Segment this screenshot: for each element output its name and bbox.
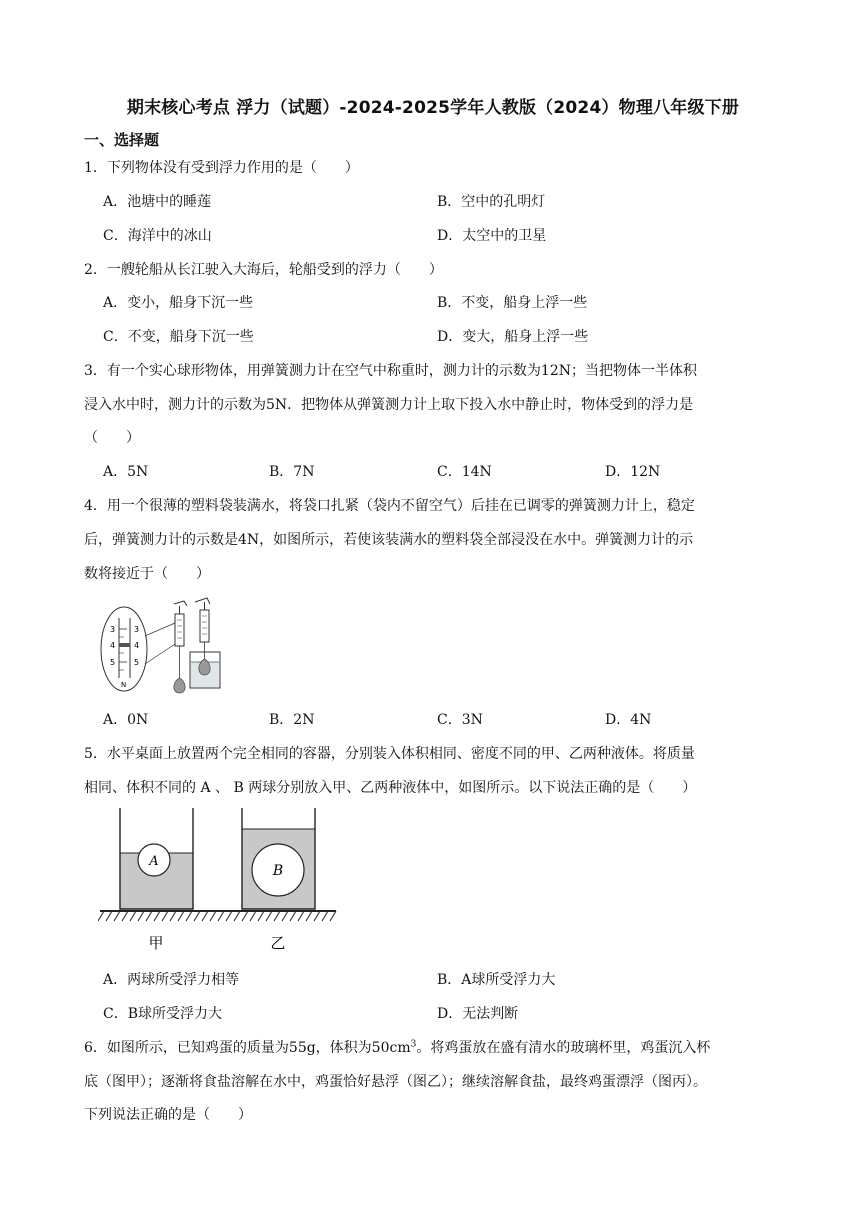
- q1-option-c: C．海洋中的冰山: [103, 228, 212, 244]
- scale-right-5: 5: [134, 658, 140, 667]
- magnifier-ellipse: [101, 607, 147, 691]
- question-2-stem: 2．一艘轮船从长江驶入大海后，轮船受到的浮力（ ）: [84, 262, 443, 278]
- q3-option-a: A．5N: [103, 464, 149, 480]
- q2-option-b: B．不变，船身上浮一些: [437, 295, 588, 311]
- question-6-stem-line-1: [84, 1037, 710, 1057]
- question-3-stem-line-2: 浸入水中时，测力计的示数为5N．把物体从弹簧测力计上取下投入水中静止时，物体受到的浮力是: [84, 397, 694, 413]
- spring-scale-figure: [99, 596, 233, 694]
- ball-a-label: A: [149, 854, 159, 869]
- scale-left-4: 4: [110, 641, 116, 650]
- spring-scale-1: [175, 614, 184, 646]
- table-hatching: [98, 911, 336, 921]
- q5-option-d: D．无法判断: [437, 1006, 519, 1022]
- section-heading: 一、选择题: [84, 131, 160, 149]
- question-1-stem: 1．下列物体没有受到浮力作用的是（ ）: [84, 160, 359, 176]
- scale-left-5: 5: [110, 658, 116, 667]
- two-containers-figure: [98, 806, 338, 958]
- ball-b-label: B: [272, 863, 284, 879]
- question-3-stem-line-1: 3．有一个实心球形物体，用弹簧测力计在空气中称重时，测力计的示数为12N；当把物体一半体积: [84, 363, 697, 379]
- label-jia: 甲: [148, 934, 164, 952]
- q2-option-a: A．变小，船身下沉一些: [103, 295, 254, 311]
- q1-option-a: A．池塘中的睡莲: [103, 194, 212, 210]
- question-5-stem-line-1: 5．水平桌面上放置两个完全相同的容器，分别装入体积相同、密度不同的甲、乙两种液体。将质量: [84, 746, 695, 762]
- q2-option-c: C．不变，船身下沉一些: [103, 329, 254, 345]
- pointer-marker: [119, 643, 130, 647]
- q5-option-b: B．A球所受浮力大: [437, 972, 556, 988]
- spring-scale-2: [200, 610, 209, 642]
- question-6-stem-line-2: 底（图甲）；逐渐将食盐溶解在水中，鸡蛋恰好悬浮（图乙）；继续溶解食盐，最终鸡蛋漂浮（图丙）。: [84, 1074, 707, 1090]
- scale-left-3: 3: [110, 625, 116, 634]
- question-6-stem-part-b: 。将鸡蛋放在盛有清水的玻璃杯里，鸡蛋沉入杯: [416, 1040, 711, 1056]
- q3-option-d: D．12N: [605, 464, 661, 480]
- q4-option-c: C．3N: [437, 712, 483, 728]
- q4-option-d: D．4N: [605, 712, 652, 728]
- question-6-stem-part-a: 6．如图所示，已知鸡蛋的质量为55g，体积为50cm: [84, 1040, 411, 1056]
- q3-option-c: C．14N: [437, 464, 492, 480]
- q4-option-b: B．2N: [269, 712, 315, 728]
- q2-option-d: D．变大，船身上浮一些: [437, 329, 589, 345]
- question-6-stem-line-3: 下列说法正确的是（ ）: [84, 1107, 252, 1123]
- q5-option-a: A．两球所受浮力相等: [103, 972, 240, 988]
- q1-option-d: D．太空中的卫星: [437, 228, 547, 244]
- scale-right-3: 3: [134, 625, 140, 634]
- q4-option-a: A．0N: [103, 712, 149, 728]
- q3-option-b: B．7N: [269, 464, 315, 480]
- cubic-superscript: 3: [410, 1039, 417, 1050]
- water-bag-submerged: [199, 659, 210, 675]
- question-3-stem-line-3: （ ）: [84, 430, 140, 446]
- scale-right-4: 4: [134, 641, 140, 650]
- question-4-stem-line-1: 4．用一个很薄的塑料袋装满水，将袋口扎紧（袋内不留空气）后挂在已调零的弹簧测力计上，稳定: [84, 498, 695, 514]
- page-title: 期末核心考点 浮力（试题）-2024-2025学年人教版（2024）物理八年级下册: [126, 98, 740, 118]
- q5-option-c: C．B球所受浮力大: [103, 1006, 222, 1022]
- water-bag: [174, 678, 185, 693]
- question-4-stem-line-3: 数将接近于（ ）: [84, 566, 210, 582]
- scale-unit: N: [121, 681, 127, 689]
- question-4-stem-line-2: 后，弹簧测力计的示数是4N，如图所示，若使该装满水的塑料袋全部浸没在水中。弹簧测力计的示: [84, 532, 694, 548]
- label-yi: 乙: [270, 934, 286, 952]
- question-5-stem-line-2: 相同、体积不同的 A 、 B 两球分别放入甲、乙两种液体中，如图所示。以下说法正确的是（ ）: [84, 780, 697, 796]
- q1-option-b: B．空中的孔明灯: [437, 194, 546, 210]
